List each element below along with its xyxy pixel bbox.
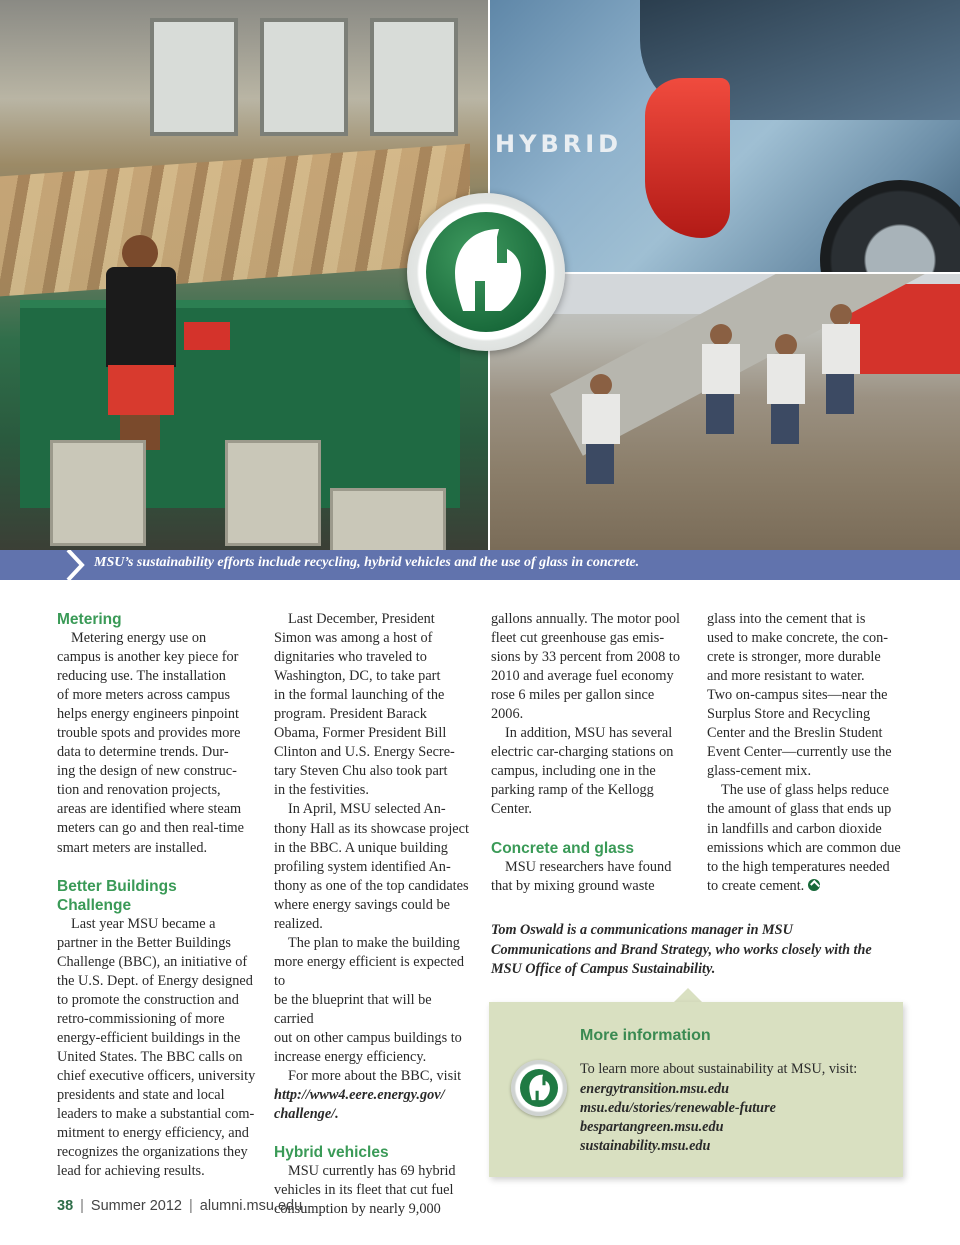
page-number: 38 [57,1198,74,1214]
text-line: MSU currently has 69 hybrid [288,1163,456,1180]
text-line: chief executive officers, university [57,1067,256,1084]
warehouse-window [260,18,348,136]
text-line: Center and the Breslin Student [707,725,883,742]
text-line: tion and renovation projects, [57,782,221,799]
recycling-tote [50,440,146,546]
link-energytransition[interactable]: energytransition.msu.edu [580,1081,729,1097]
info-box-title: More information [580,1027,711,1044]
text-line: in the BBC. A unique building [274,839,448,856]
text-line: For more about the BBC, visit [288,1068,462,1085]
photo-collage [0,0,960,550]
text-line: consumption by nearly 9,000 [274,1201,441,1218]
photo-caption: MSU’s sustainability efforts include recycling, hybrid vehicles and the use of glass in concrete. [94,555,640,570]
text-line: areas are identified where steam [57,801,242,818]
text-line: parking ramp of the Kellogg [491,782,654,799]
link-renewable-future[interactable]: msu.edu/stories/renewable-future [580,1100,776,1116]
text-line: Communications and Brand Strategy, who works closely with the [491,941,872,958]
text-line: recognizes the organizations they [57,1144,248,1161]
text-line: thony Hall as its showcase project [274,820,469,837]
section-heading-hybrid-vehicles: Hybrid vehicles [274,1144,389,1162]
text-line: Last year MSU became a [71,915,216,932]
emergency-sign [184,322,230,350]
hybrid-car-photo [490,0,960,272]
text-line: Obama, Former President Bill [274,725,447,742]
text-line: reducing use. The installation [57,668,226,685]
text-line: out on other campus buildings to [274,1030,462,1047]
section-heading-metering: Metering [57,611,122,628]
author-note [491,921,901,980]
text-line: in the festivities. [274,782,369,799]
text-line: rose 6 miles per gallon since [491,687,655,704]
issue-label: Summer 2012 [90,1198,182,1214]
text-line: to the high temperatures needed [707,858,890,875]
worker-figure [580,374,620,484]
text-line: data to determine trends. Dur- [57,744,229,761]
text-line: United States. The BBC calls on [57,1048,243,1065]
worker-figure [820,304,860,414]
article-column-4 [707,610,907,896]
text-line: Challenge (BBC), an initiative of [57,953,248,970]
text-line: Two on-campus sites—near the [707,687,888,704]
text-line: the amount of glass that ends up [707,801,892,818]
text-line: smart meters are installed. [57,839,208,856]
hybrid-badge: HYBRID [495,130,623,158]
text-line: 2010 and average fuel economy [491,668,674,685]
text-line: MSU researchers have found [505,858,672,875]
text-line: retro-commissioning of more [57,1010,225,1027]
info-box-lead: To learn more about sustainability at MSU, visit: [580,1061,858,1077]
text-line: to promote the construction and [57,991,239,1008]
article-column-3 [491,610,691,896]
text-line: where energy savings could be [274,896,451,913]
photo-caption-bar [0,550,960,580]
text-line: presidents and state and local [57,1086,225,1103]
spartan-helmet-icon [441,223,531,321]
chevron-right-icon [64,550,86,580]
text-line: The use of glass helps reduce [721,782,889,799]
text-line: program. President Barack [274,706,427,723]
text-line: In addition, MSU has several [505,725,673,742]
text-line: Simon was among a host of [274,630,433,647]
article-column-2 [274,610,474,1219]
cardboard-pile [0,144,470,297]
text-line: dignitaries who traveled to [274,649,427,666]
text-line: used to make concrete, the con- [707,630,889,647]
text-line: partner in the Better Buildings [57,934,231,951]
text-line: The plan to make the building [288,934,460,951]
text-line: glass into the cement that is [707,611,866,627]
text-line: MSU Office of Campus Sustainability. [491,961,716,977]
text-line: lead for achieving results. [57,1163,205,1180]
article-column-1 [57,610,257,1181]
text-line: campus, including one in the [491,763,656,780]
text-line: Clinton and U.S. Energy Secre- [274,744,455,761]
text-line: the U.S. Dept. of Energy designed [57,972,253,989]
info-box-links [580,1080,776,1156]
end-mark-icon [808,879,820,891]
text-line: tary Steven Chu also took part [274,763,448,780]
text-line: meters can go and then real-time [57,820,244,837]
text-line: 2006. [491,706,524,723]
text-line: to create cement. [707,877,907,896]
text-line: Last December, President [288,611,435,627]
text-line: energy-efficient buildings in the [57,1029,241,1046]
recycling-tote [330,488,446,550]
text-line: trouble spots and provides more [57,725,241,742]
section-heading-better-buildings: Better Buildings Challenge [57,877,177,914]
warehouse-window [150,18,238,136]
text-line: Tom Oswald is a communications manager in MSU [491,922,793,938]
link-bespartangreen[interactable]: bespartangreen.msu.edu [580,1119,724,1135]
text-line: be the blueprint that will be carried [274,991,432,1027]
text-line: gallons annually. The motor pool [491,611,681,627]
text-line: Metering energy use on [71,630,207,646]
bbc-link[interactable]: challenge/. [274,1106,339,1123]
text-line: crete is stronger, more durable [707,649,881,666]
text-line: Washington, DC, to take part [274,668,441,685]
text-line: helps energy engineers pinpoint [57,706,239,723]
info-box-pointer [674,988,702,1002]
page-footer: 38 | Summer 2012 | alumni.msu.edu [57,1198,303,1214]
link-sustainability[interactable]: sustainability.msu.edu [580,1138,711,1154]
section-heading-concrete-glass: Concrete and glass [491,839,634,857]
more-information-box [489,1002,903,1177]
text-line: In April, MSU selected An- [288,801,446,818]
spartan-logo [511,1060,567,1116]
text-line: and more resistant to water. [707,668,865,685]
bbc-link[interactable]: http://www4.eere.energy.gov/ [274,1087,445,1104]
text-line: sions by 33 percent from 2008 to [491,649,681,666]
text-line: ing the design of new construc- [57,763,237,780]
worker-figure [765,334,805,444]
car-wheel [820,180,960,272]
text-line: of more meters across campus [57,687,231,704]
text-line: mitment to energy efficiency, and [57,1125,249,1142]
text-line: Event Center—currently use the [707,744,892,761]
text-line: electric car-charging stations on [491,744,674,761]
text-line: leaders to make a substantial com- [57,1106,255,1123]
text-line: realized. [274,915,323,932]
warehouse-window [370,18,458,136]
spartan-helmet-icon [525,1072,553,1104]
spartan-logo [407,193,565,351]
text-line: fleet cut greenhouse gas emis- [491,630,665,647]
text-line: emissions which are common due [707,839,901,856]
text-line: more energy efficient is expected to [274,953,465,989]
site-link[interactable]: alumni.msu.edu [199,1198,303,1214]
text-line: campus is another key piece for [57,649,239,666]
concrete-work-photo [490,274,960,550]
text-line: increase energy efficiency. [274,1049,427,1066]
text-line: vehicles in its fleet that cut fuel [274,1182,454,1199]
worker-figure [700,324,740,434]
recycling-tote [225,440,321,546]
text-line: profiling system identified An- [274,858,451,875]
text-line: that by mixing ground waste [491,877,655,894]
text-line: glass-cement mix. [707,763,812,780]
text-line: in the formal launching of the [274,687,445,704]
text-line: thony as one of the top candidates [274,877,469,894]
text-line: Surplus Store and Recycling [707,706,871,723]
text-line: Center. [491,801,532,818]
worker-figure [100,235,180,450]
car-taillight [645,78,730,238]
text-line: in landfills and carbon dioxide [707,820,882,837]
